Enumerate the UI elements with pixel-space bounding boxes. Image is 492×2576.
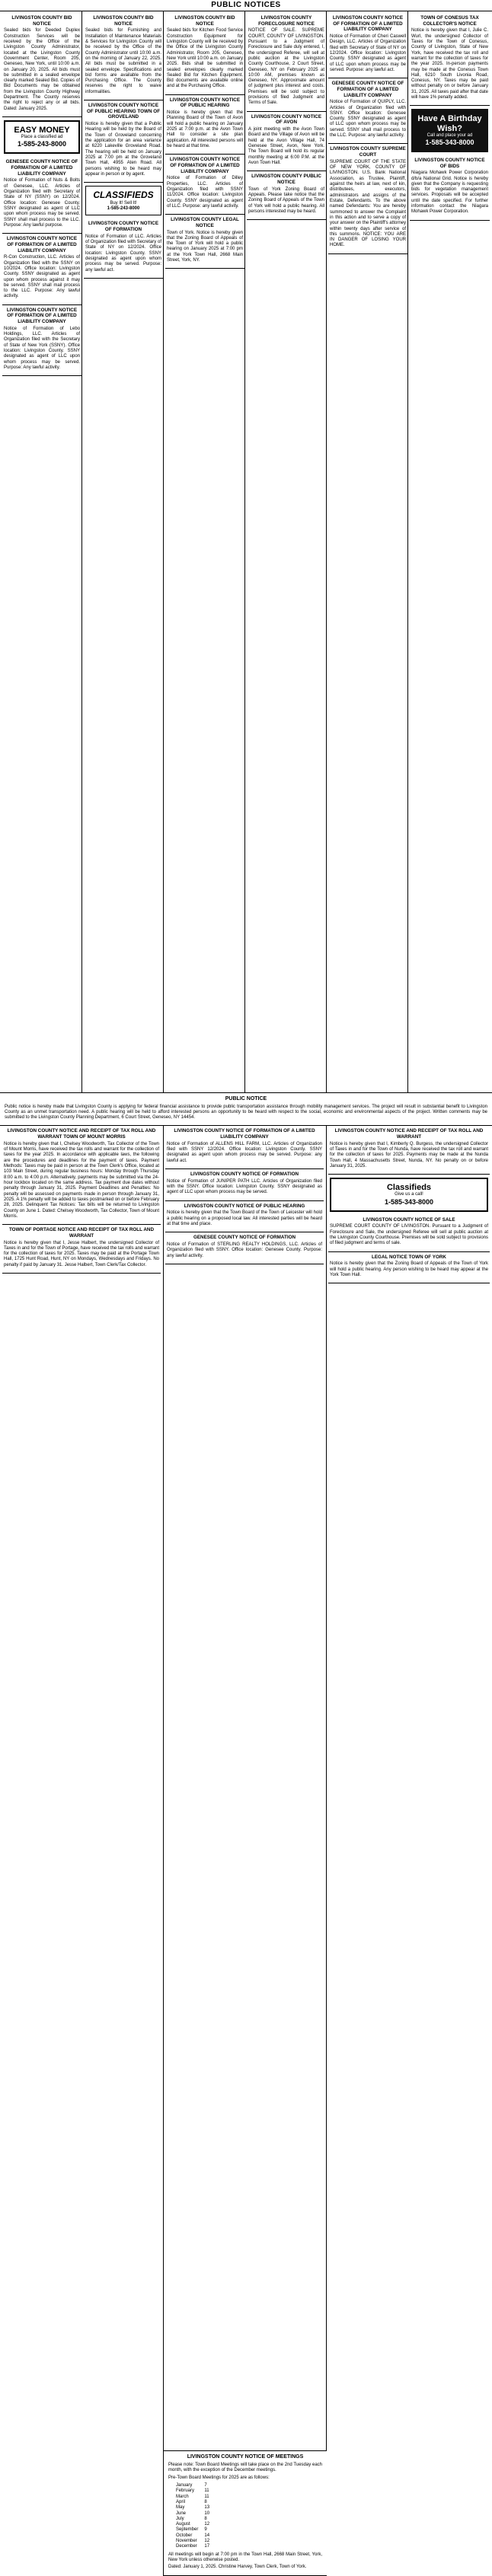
lower-middle-column <box>165 1126 324 1264</box>
schedule-row: April 8 <box>176 2499 207 2504</box>
column-4 <box>247 13 326 220</box>
legal-notice: LIVINGSTON COUNTY NOTICE OF FORMATION OF A LIMITED LIABILITY COMPANY Notice of Formation of Dilley Properties, LLC. Articles of Organization filed with SSNY 11/2024. Office location: Livingston County. SSNY designated as agent of LLC. Purpose: any lawful activity. <box>165 155 244 215</box>
classifieds-ad-banner[interactable]: Classifieds Give us a call! 1-585-343-8000 <box>330 1178 488 1211</box>
birthday-ad-banner[interactable]: Have A Birthday Wish? Call and place your ad 1-585-343-8000 <box>411 109 488 151</box>
schedule-row: November 12 <box>176 2539 210 2544</box>
legal-notice: GENESEE COUNTY NOTICE OF FORMATION OF A LIMITED LIABILITY COMPANY Notice of Formation of QUIPLY, LLC. Articles of Organization filed with SSNY. Office location: Genesee County. SSNY designated as agent of LLC upon whom process may be served. SSNY shall mail process to the LLC. Purpose: any lawful activity. <box>328 78 407 144</box>
meetings-notice: LIVINGSTON COUNTY NOTICE OF MEETINGS Please note: Town Board Meetings will take place on the 2nd Tuesday each month, with the exception of the December meetings. Pre-Town Board Meetings for 2025 are as follows: January 7 February 11 March 11 April 8 May 13 June 10 July 8 August 12 September 9 October 14 November 12 December 17 All meetings will begin at 7:00 pm in the Town Hall, 2668 Main Street, York, New York unless otherwise posted. Dated: January 1, 2025. Christine Harvey, Town Clerk, Town of York. <box>163 2450 327 2575</box>
legal-notice: TOWN OF CONESUS TAX COLLECTOR'S NOTICE Notice is hereby given that I, Julie C. Wurl, the undersigned Collector of Taxes for the Town of Conesus, County of Livingston, State of New York, have received the tax roll and warrant for the collection of taxes for the year 2025. In-person payments may be made at the Conesus Town Hall, 6210 South Livonia Road, Conesus, NY. Taxes may be paid without penalty on or before January 31, 2025. All taxes paid after that date will have 1% penalty added. <box>410 13 490 106</box>
legal-notice: LIVINGSTON COUNTY NOTICE OF BIDS Niagara Mohawk Power Corporation d/b/a National Grid. Notice is hereby given that the Company is requesting bids for vegetation management services. Proposals will be accepted until the date specified. For further information contact the Niagara Mohawk Power Corporation. <box>410 155 490 221</box>
legal-notice: LIVINGSTON COUNTY BID NOTICE Sealed bids for Deeded Duplex Construction Services will be received by the Office of the Livingston County Administrator, located at the Livingston County Government Center, Room 205, Geneseo, New York, until 10:00 a.m. on January 20, 2025. All bids must be submitted in a sealed envelope clearly marked Sealed Bid. Copies of Bid Documents may be obtained from the Livingston County Highway Department. The County reserves the right to reject any or all bids. Dated: January 2025. <box>2 13 81 117</box>
schedule-row: June 10 <box>176 2511 210 2516</box>
legal-notice: GENESEE COUNTY NOTICE OF FORMATION OF A LIMITED LIABILITY COMPANY Notice of Formation of Nuts & Bolts of Genesee, LLC. Articles of Organization filed with Secretary of State of NY (SSNY) on 12/2024. Office location: Genesee County. SSNY designated as agent of LLC upon whom process may be served. SSNY shall mail process to the LLC. Purpose: Any lawful purpose. <box>2 157 81 234</box>
legal-notice: LIVINGSTON COUNTY NOTICE OF FORMATION OF A LIMITED LIABILITY COMPANY R-Con Construction, LLC. Articles of Organization filed with the SSNY on 10/2024. Office location: Livingston County. SSNY designated as agent upon whom process against it may be served. SSNY shall mail process to the LLC. Purpose: Any lawful activity. <box>2 234 81 305</box>
legal-notice: LIVINGSTON COUNTY NOTICE OF PUBLIC HEARING Notice is hereby given that the Town Board of the Town of Leicester will hold a public hearing on a proposed local law. All interested parties will be heard at that time and place. <box>165 1201 324 1233</box>
column-1 <box>2 13 81 376</box>
classifieds-ad[interactable]: CLASSIFIEDS Buy It! Sell It! 1-585-243-8000 <box>85 186 161 215</box>
legal-notice: LIVINGSTON COUNTY NOTICE OF FORMATION OF A LIMITED LIABILITY COMPANY Notice of Formation of ALLENS HILL FARM, LLC. Articles of Organization filed with SSNY 12/2024. Office location: Livingston County. SSNY designated as agent upon whom process may be served. Purpose: any lawful act. <box>165 1126 324 1169</box>
legal-notice: LIVINGSTON COUNTY SUPREME COURT SUPREME COURT OF THE STATE OF NEW YORK, COUNTY OF LIVINGSTON. U.S. Bank National Association, as Trustee, Plaintiff, against the heirs at law, next of kin, distributees, executors, administrators and assigns of the Estate, Defendants. To the above named Defendants: You are hereby summoned to answer the Complaint in this action and to serve a copy of your answer on the Plaintiff's attorney within twenty days after service of this summons. NOTICE: YOU ARE IN DANGER OF LOSING YOUR HOME. <box>328 144 407 253</box>
schedule-row: February 11 <box>176 2488 209 2494</box>
column-3 <box>165 13 244 269</box>
legal-notice: LIVINGSTON COUNTY NOTICE OF FORMATION OF A LIMITED LIABILITY COMPANY Notice of Formation of Cheri Caswell Design, LLC. Articles of Organization filed with Secretary of State of NY on 12/2024. Office location: Livingston County. SSNY designated as agent of LLC upon whom process may be served. Purpose: any lawful act. <box>328 13 407 78</box>
column-5 <box>328 13 407 254</box>
legal-notice: LIVINGSTON COUNTY NOTICE OF FORMATION OF A LIMITED LIABILITY COMPANY Notice of Formation of Lebo Holdings, LLC. Articles of Organization filed with the Secretary of State of New York (SSNY). Office location: Livingston County. SSNY designated as agent of LLC upon whom process may be served. Purpose: Any lawful activity. <box>2 305 81 377</box>
legal-notice: LIVINGSTON COUNTY LEGAL NOTICE Town of York. Notice is hereby given that the Zoning Board of Appeals of the Town of York will hold a public hearing on January 2025 at 7:00 pm at the York Town Hall, 2668 Main Street, York, NY. <box>165 215 244 269</box>
page-title: PUBLIC NOTICES <box>0 0 492 11</box>
column-2 <box>84 13 163 279</box>
schedule-row: May 13 <box>176 2505 210 2511</box>
schedule-row: September 9 <box>176 2527 207 2533</box>
legal-notice: LIVINGSTON COUNTY NOTICE OF SALE SUPREME COURT COUNTY OF LIVINGSTON. Pursuant to a Judgment of Foreclosure and Sale, the undersigned Referee will sell at public auction at the Livingston County Courthouse. Premises will be sold subject to provisions of filed judgment and terms of sale. <box>328 1215 490 1252</box>
lower-notices <box>0 1126 492 2450</box>
legal-notice: LIVINGSTON COUNTY NOTICE AND RECEIPT OF TAX ROLL AND WARRANT TOWN OF MOUNT MORRIS Notice is hereby given that I, Chelsey Woodworth, Tax Collector of the Town of Mount Morris, have received the tax rolls and warrant for the collection of taxes for the year 2025. In accordance with applicable laws, the following are the procedures and deadlines for the payment of taxes. Payment Methods: Taxes may be paid in person at the Town Clerk's Office, located at 103 Main Street, during regular business hours: Monday through Thursday 8:00 a.m. to 4:00 p.m. Alternatively, payments may be submitted via the 24-hour lockbox located on the same address. Tax payment due dates without penalty through January 31, 2025. Payment Deadlines and Penalties: No penalty will be assessed on payments made in person through January 31, 2025. A 1% penalty will be added to taxes postmarked on or before February 28, 2025. Delinquent Tax Notices: Tax bills will be returned to Livingston County on June 1. Dated: Chelsey Woodworth, Tax Collector, Town of Mount Morris. <box>2 1126 161 1225</box>
notice-columns <box>0 11 492 1092</box>
legal-notice: LIVINGSTON COUNTY BID NOTICE Sealed bids for Furnishing and Installation of Maintenance Materials & Services for Livingston County will be received by the Office of the County Administrator until 10:00 a.m. on the morning of January 22, 2025. All bids must be submitted in a sealed envelope. Specifications and bid forms are available from the Purchasing Office. The County reserves the right to waive informalities. <box>84 13 163 100</box>
legal-notice: GENESEE COUNTY NOTICE OF FORMATION Notice of Formation of STERLING REALTY HOLDINGS, LLC. Articles of Organization filed with SSNY. Office location: Genesee County. Purpose: any lawful activity. <box>165 1232 324 1264</box>
legal-notice: LIVINGSTON COUNTY NOTICE OF FORMATION Notice of Formation of JUNIPER PATH LLC. Articles of Organization filed with the SSNY. Office location: Livingston County. SSNY designated as agent of LLC upon whom process may be served. <box>165 1169 324 1201</box>
public-notice-wide: PUBLIC NOTICE Public notice is hereby made that Livingston County is applying for federal financial assistance to provide public transportation assistance through mobility management services. The project will result in substantial benefit to Livingston County as an unmet transportation need. A public hearing will be held to afford interested persons an opportunity to be heard with respect to the social, economic and environmental aspects of the project. Written comments may be submitted to the Livingston County Planning Department, 6 Court Street, Geneseo, NY 14454. <box>0 1092 492 1126</box>
schedule-row: August 12 <box>176 2522 210 2527</box>
lower-right-column <box>328 1126 490 1283</box>
legal-notice: TOWN OF PORTAGE NOTICE AND RECEIPT OF TAX ROLL AND WARRANT Notice is hereby given that I, Jesse Halbert, the undersigned Collector of Taxes in and for the Town of Portage, have received the tax rolls and warrant for the collection of taxes for 2025. Taxes may be paid at the Portage Town Hall, 1725 Hunt Road, Hunt, NY on Mondays, Wednesdays and Fridays. No penalty if paid by January 31. Jesse Halbert, Town Clerk/Tax Collector. <box>2 1225 161 1274</box>
legal-notice: LIVINGSTON COUNTY NOTICE OF PUBLIC HEARING Notice is hereby given that the Planning Board of the Town of Avon will hold a public hearing on January 2025 at 7:00 p.m. at the Avon Town Hall to consider a site plan application. All interested persons will be heard at that time. <box>165 95 244 155</box>
meeting-schedule-table <box>176 2483 216 2550</box>
classified-ad-banner[interactable]: EASY MONEY Place a classified ad 1-585-243-8000 <box>4 120 80 154</box>
legal-notice: LIVINGSTON COUNTY NOTICE OF FORMATION Notice of Formation of LLC. Articles of Organization filed with Secretary of State of NY on 12/2024. Office location: Livingston County. SSNY designated as agent upon whom process may be served. Purpose: any lawful act. <box>84 218 163 279</box>
schedule-row: December 17 <box>176 2544 210 2549</box>
legal-notice: LIVINGSTON COUNTY NOTICE OF PUBLIC HEARING TOWN OF GROVELAND Notice is hereby given that a Public Hearing will be held by the Board of the Town of Groveland concerning the application for an area variance at 6220 Lakeville Groveland Road. The hearing will be held on January 2025 at 7:00 pm at the Groveland Town Hall, 4955 Aten Road. All persons wishing to be heard may appear in person or by agent. <box>84 100 163 183</box>
schedule-row: March 11 <box>176 2494 209 2499</box>
legal-notice: LIVINGSTON COUNTY FORECLOSURE NOTICE NOTICE OF SALE. SUPREME COURT, COUNTY OF LIVINGSTON. Pursuant to a Judgment of Foreclosure and Sale duly entered, I, the undersigned Referee, will sell at public auction at the Livingston County Courthouse, 2 Court Street, Geneseo, NY on February 2025 at 10:00 AM, premises known as Geneseo, NY. Approximate amount of judgment plus interest and costs. Premises will be sold subject to provisions of filed Judgment and Terms of Sale. <box>247 13 326 112</box>
schedule-row: October 14 <box>176 2533 210 2538</box>
legal-notice: LEGAL NOTICE TOWN OF YORK Notice is hereby given that the Zoning Board of Appeals of the Town of York will hold a public hearing. Any person wishing to be heard may appear at the York Town Hall. <box>328 1252 490 1284</box>
legal-notice: LIVINGSTON COUNTY NOTICE OF AVON A joint meeting with the Avon Town Board and the Village of Avon will be held at the Avon Village Hall, 74 Genesee Street, Avon, New York. The Town Board will hold its regular monthly meeting at 6:00 P.M. at the Avon Town Hall. <box>247 112 326 172</box>
lower-left-column <box>2 1126 161 1274</box>
schedule-row: July 8 <box>176 2516 207 2521</box>
schedule-row: January 7 <box>176 2482 207 2488</box>
legal-notice: LIVINGSTON COUNTY NOTICE AND RECEIPT OF TAX ROLL AND WARRANT Notice is hereby given that I, Kimberly Q. Burgess, the undersigned Collector of Taxes in and for the Town of Nunda, have received the tax roll and warrant for the collection of taxes for 2025. Payments may be made at the Nunda Town Hall, 4 Massachusetts Street, Nunda, NY. No penalty on or before January 31, 2025. <box>328 1126 490 1175</box>
column-6 <box>410 13 490 221</box>
legal-notice: LIVINGSTON COUNTY BID NOTICE Sealed bids for Kitchen Food Service Construction Equipment for Livingston County will be received by the Office of the Livingston County Administrator, Room 205, Geneseo, New York until 10:00 a.m. on January 2025. Bids shall be submitted in sealed envelopes clearly marked Sealed Bid for Kitchen Equipment. Bid documents are available online and at the Purchasing Office. <box>165 13 244 95</box>
legal-notice: LIVINGSTON COUNTY PUBLIC NOTICE Town of York Zoning Board of Appeals. Please take notice that the Zoning Board of Appeals of the Town of York will hold a public hearing. All persons interested may be heard. <box>247 171 326 220</box>
